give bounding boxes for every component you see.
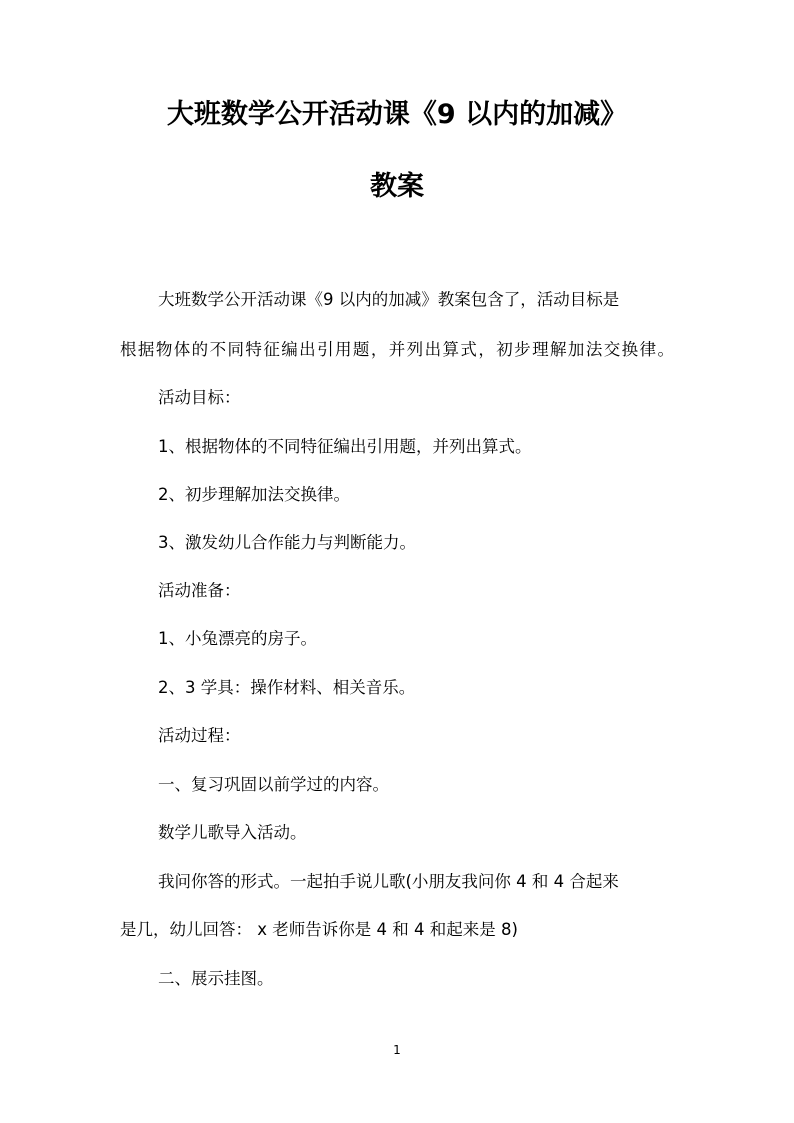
preparation-item-2: 2、3 学具：操作材料、相关音乐。	[158, 678, 416, 697]
section-heading-preparation: 活动准备：	[158, 581, 241, 600]
section-heading-goals: 活动目标：	[158, 388, 241, 407]
document-title-line-2: 教案	[370, 171, 424, 202]
process-step-2: 二、展示挂图。	[158, 969, 274, 988]
goal-item-2: 2、初步理解加法交换律。	[158, 485, 350, 504]
preparation-item-1: 1、小兔漂亮的房子。	[158, 629, 317, 648]
process-step-1-detail: 数学儿歌导入活动。	[158, 823, 307, 842]
intro-paragraph-line-1: 大班数学公开活动课《9 以内的加减》教案包含了，活动目标是	[158, 290, 620, 309]
intro-paragraph-line-2: 根据物体的不同特征编出引用题，并列出算式，初步理解加法交换律。	[120, 340, 674, 359]
document-title-line-1: 大班数学公开活动课《9 以内的加减》	[166, 99, 628, 130]
process-paragraph-line-1: 我问你答的形式。一起拍手说儿歌(小朋友我问你 4 和 4 合起来	[158, 872, 619, 891]
process-step-1: 一、复习巩固以前学过的内容。	[158, 775, 389, 794]
goal-item-1: 1、根据物体的不同特征编出引用题，并列出算式。	[158, 437, 532, 456]
goal-item-3: 3、激发幼儿合作能力与判断能力。	[158, 533, 416, 552]
process-paragraph-line-2: 是几，幼儿回答： x 老师告诉你是 4 和 4 和起来是 8)	[120, 920, 518, 939]
page-number: 1	[393, 1043, 401, 1057]
section-heading-process: 活动过程：	[158, 726, 241, 745]
